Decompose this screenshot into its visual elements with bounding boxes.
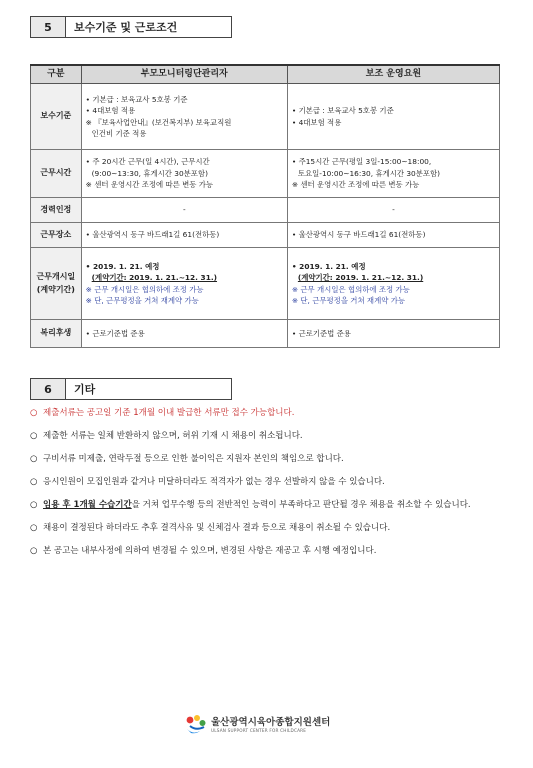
cell-assistant	[287, 248, 499, 320]
table-row-hours	[31, 150, 500, 198]
cell-line: ※ 단, 근무평정을 거쳐 재계약 가능	[85, 295, 199, 305]
cell-manager	[81, 150, 287, 198]
table-row-salary	[31, 84, 500, 150]
note-text: 채용이 결정된다 하더라도 추후 결격사유 및 신체검사 결과 등으로 채용이 취소될 수 있습니다.	[43, 523, 391, 533]
section-number: 6	[30, 378, 66, 400]
table-row-place	[31, 223, 500, 248]
list-item	[30, 452, 510, 466]
cell-line: • 주 20시간 근무(일 4시간), 근무시간	[85, 157, 210, 167]
section-number: 5	[30, 16, 66, 38]
cell-assistant: -	[287, 198, 499, 223]
list-item	[30, 544, 510, 558]
row-label: 경력인정	[31, 198, 82, 223]
cell-assistant	[287, 84, 499, 150]
cell-line: 인건비 기준 적용	[91, 128, 147, 138]
section-5-heading	[30, 16, 232, 38]
cell-line: (계약기간: 2019. 1. 21.~12. 31.)	[297, 273, 424, 283]
section-title: 기타	[66, 378, 232, 400]
table-row-start	[31, 248, 500, 320]
bullet-circle: ○	[30, 500, 38, 510]
bullet-circle: ○	[30, 477, 38, 487]
cell-manager	[81, 84, 287, 150]
cell-line: ※ 『보육사업안내』(보건복지부) 보육교직원	[85, 117, 232, 127]
cell-manager: • 울산광역시 동구 바드래1길 61(전하동)	[81, 223, 287, 248]
row-label	[31, 248, 82, 320]
table-header-row	[31, 65, 500, 84]
note-text: 제출서류는 공고일 기준 1개월 이내 발급한 서류만 접수 가능합니다.	[43, 408, 295, 418]
cell-manager: -	[81, 198, 287, 223]
list-item	[30, 521, 510, 535]
cell-line: • 2019. 1. 21. 예정	[85, 261, 160, 271]
cell-assistant: • 울산광역시 동구 바드래1길 61(전하동)	[287, 223, 499, 248]
cell-line: • 기본급 : 보육교사 5호봉 기준	[85, 94, 188, 104]
list-item	[30, 406, 510, 420]
list-item	[30, 429, 510, 443]
note-text	[43, 498, 510, 512]
note-text: 응시인원이 모집인원과 같거나 미달하더라도 적격자가 없는 경우 선발하지 않을 수 있습니다.	[43, 477, 385, 487]
header-assistant: 보조 운영요원	[287, 65, 499, 84]
row-label: 근무장소	[31, 223, 82, 248]
note-text: 제출한 서류는 일체 반환하지 않으며, 허위 기재 시 채용이 취소됩니다.	[43, 431, 303, 441]
bullet-circle: ○	[30, 431, 38, 441]
center-logo-icon	[184, 713, 208, 737]
org-name-korean: 울산광역시육아종합지원센터	[211, 716, 331, 728]
cell-line: (계약기간: 2019. 1. 21.~12. 31.)	[91, 273, 218, 283]
header-manager: 부모모니터링단관리자	[81, 65, 287, 84]
cell-line: • 주15시간 근무(평일 3일-15:00~18:00,	[291, 157, 432, 167]
cell-assistant	[287, 150, 499, 198]
cell-line: ※ 근무 개시일은 협의하에 조정 가능	[85, 284, 204, 294]
notes-list	[30, 406, 510, 567]
list-item	[30, 475, 510, 489]
label-line: (계약기간)	[36, 284, 75, 294]
label-line: 근무개시일	[36, 272, 76, 282]
cell-manager	[81, 248, 287, 320]
note-emphasis: 임용 후 1개월 수습기간	[43, 500, 132, 510]
row-label: 근무시간	[31, 150, 82, 198]
org-name-english: ULSAN SUPPORT CENTER FOR CHILDCARE	[211, 727, 307, 733]
bullet-circle: ○	[30, 454, 38, 464]
conditions-table	[30, 64, 500, 348]
cell-line: • 4대보험 적용	[291, 117, 342, 127]
cell-line: ※ 단, 근무평정을 거쳐 재계약 가능	[291, 295, 405, 305]
cell-manager: • 근로기준법 준용	[81, 320, 287, 348]
note-text: 구비서류 미제출, 연락두절 등으로 인한 불이익은 지원자 본인의 책임으로 합니다.	[43, 454, 344, 464]
bullet-circle: ○	[30, 523, 38, 533]
list-item	[30, 498, 510, 512]
cell-line: • 4대보험 적용	[85, 106, 136, 116]
note-text: 본 공고는 내부사정에 의하여 변경될 수 있으며, 변경된 사항은 재공고 후 시행 예정입니다.	[43, 546, 377, 556]
cell-line: ※ 센터 운영시간 조정에 따른 변동 가능	[85, 180, 214, 190]
note-rest: 을 거쳐 업무수행 등의 전반적인 능력이 부족하다고 판단될 경우 채용을 취소할 수 있습니다.	[131, 500, 471, 510]
footer-logo	[184, 713, 330, 737]
bullet-circle: ○	[30, 546, 38, 556]
table-row-career	[31, 198, 500, 223]
row-label: 보수기준	[31, 84, 82, 150]
cell-line: • 기본급 : 보육교사 5호봉 기준	[291, 106, 394, 116]
cell-line: (9:00~13:30, 휴게시간 30분포함)	[91, 168, 208, 178]
cell-line: ※ 근무 개시일은 협의하에 조정 가능	[291, 284, 410, 294]
header-category: 구분	[31, 65, 82, 84]
table-row-welfare	[31, 320, 500, 348]
row-label: 복리후생	[31, 320, 82, 348]
section-6-heading	[30, 378, 232, 400]
cell-assistant: • 근로기준법 준용	[287, 320, 499, 348]
cell-line: 토요일-10:00~16:30, 휴게시간 30분포함)	[297, 168, 441, 178]
section-title: 보수기준 및 근로조건	[66, 16, 232, 38]
cell-line: • 2019. 1. 21. 예정	[291, 261, 366, 271]
cell-line: ※ 센터 운영시간 조정에 따른 변동 가능	[291, 180, 420, 190]
bullet-circle: ○	[30, 408, 38, 418]
